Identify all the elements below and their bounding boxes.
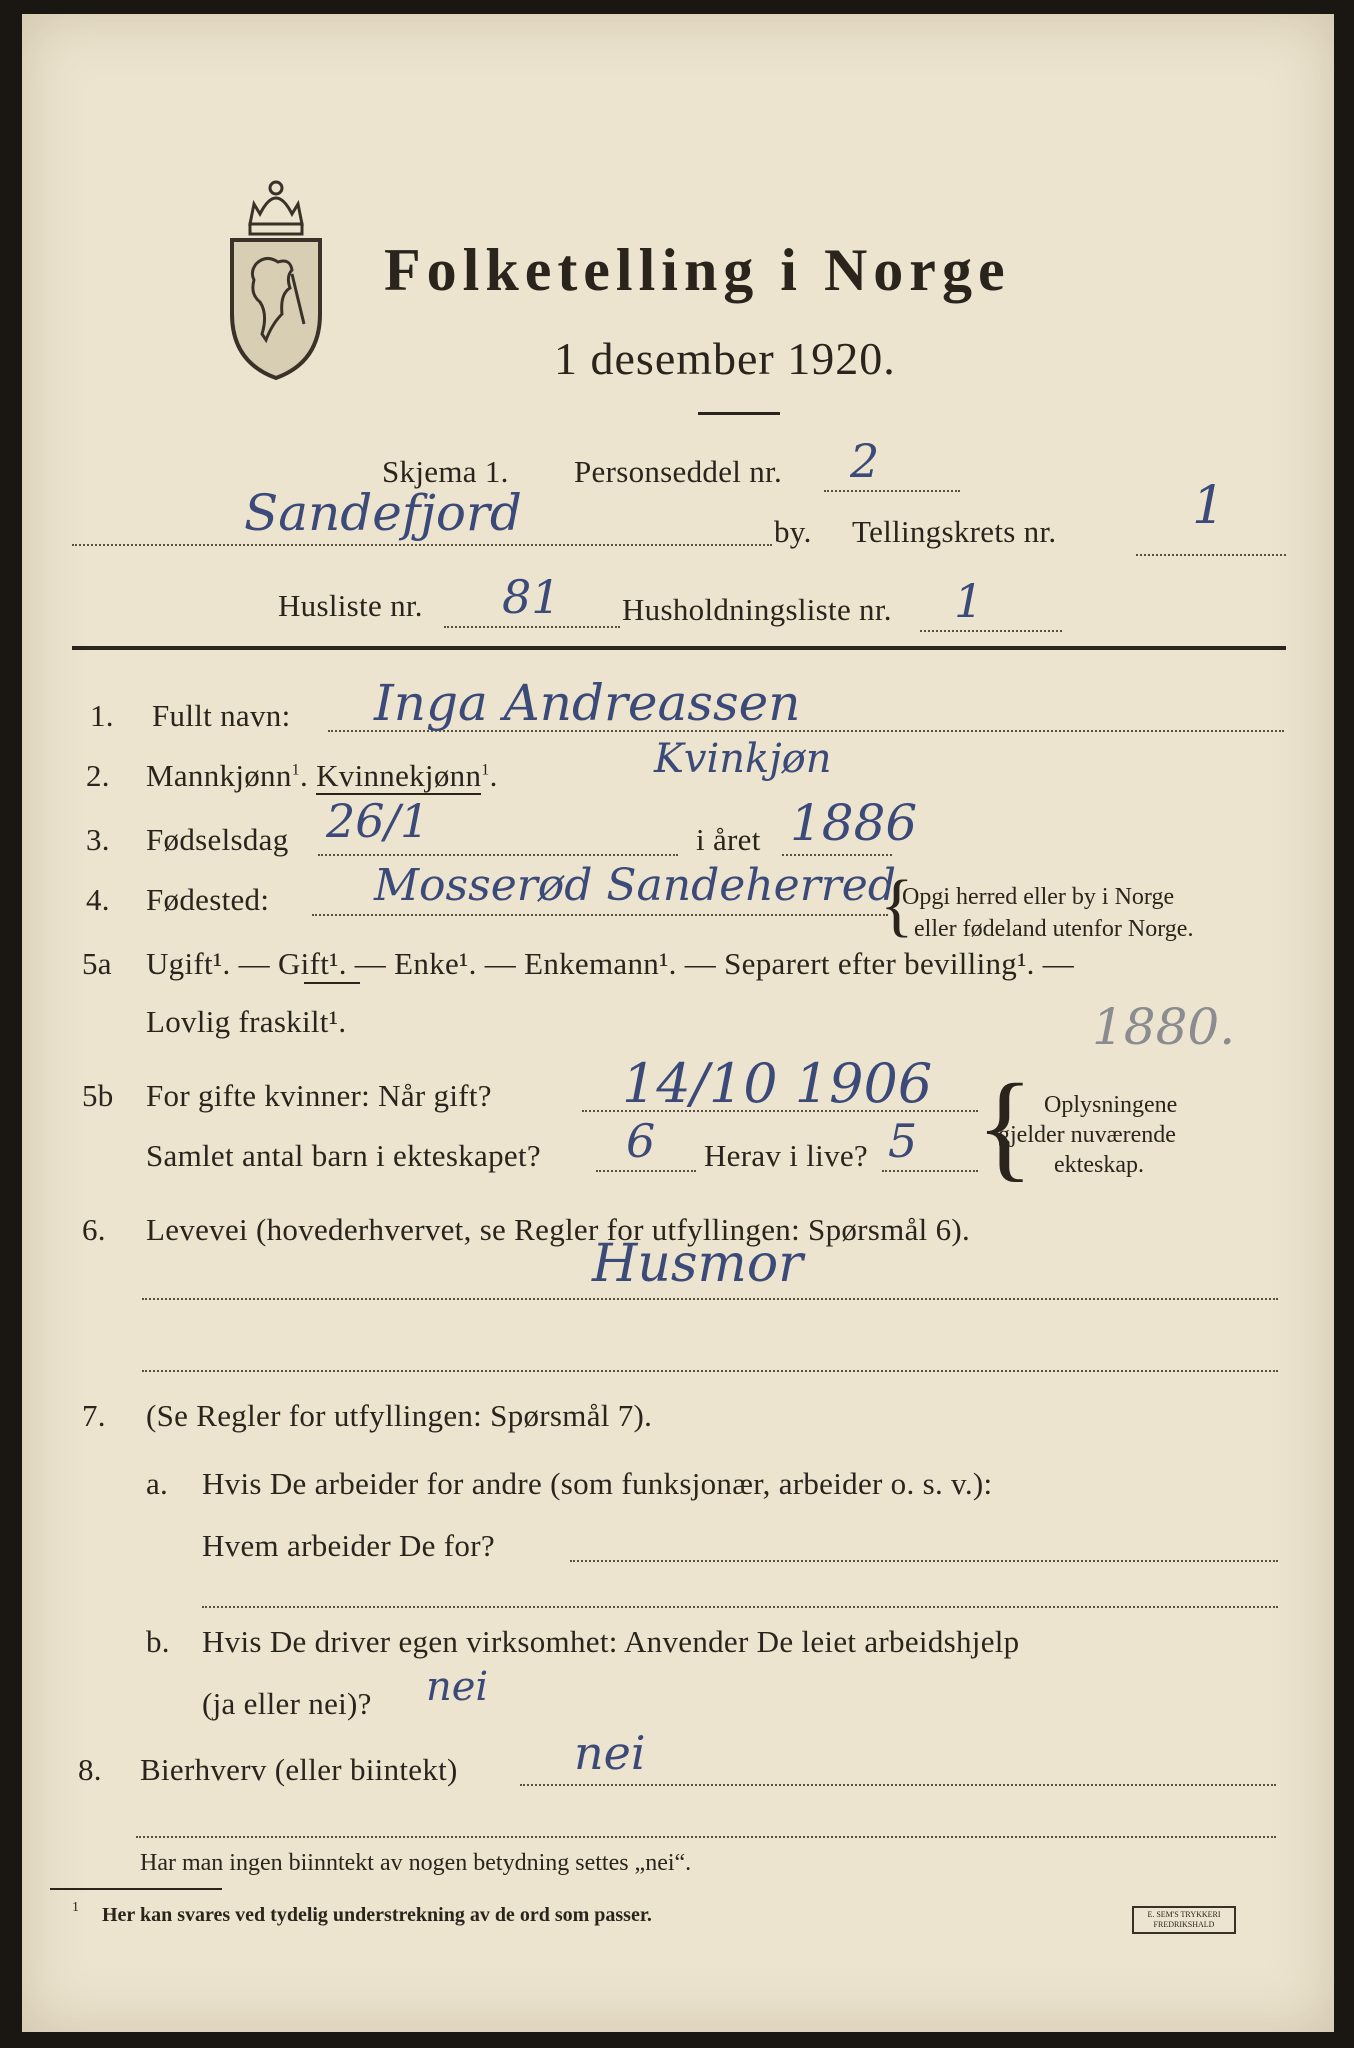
by-value[interactable]: Sandefjord xyxy=(244,484,522,542)
skjema-label: Skjema 1. xyxy=(382,454,509,489)
printer-stamp: E. SEM'S TRYKKERI FREDRIKSHALD xyxy=(1132,1906,1236,1934)
q6-number: 6. xyxy=(82,1212,106,1247)
q5b-note-line3: ekteskap. xyxy=(1054,1152,1144,1178)
q7b-letter: b. xyxy=(146,1624,170,1659)
footnote-rule xyxy=(50,1888,222,1890)
q4-value[interactable]: Mosserød Sandeherred xyxy=(374,860,896,911)
by-label: by. xyxy=(774,514,812,549)
q5b-note-line2: gjelder nuværende xyxy=(998,1122,1176,1148)
q7a-answer-line1 xyxy=(570,1560,1278,1562)
gift-underline xyxy=(304,982,360,984)
q1-value[interactable]: Inga Andreassen xyxy=(374,674,801,732)
title-divider xyxy=(698,412,780,415)
q3-label: Fødselsdag xyxy=(146,822,289,857)
q5b-barn-value[interactable]: 6 xyxy=(626,1114,656,1168)
tellingskrets-label: Tellingskrets nr. xyxy=(852,514,1057,549)
husliste-line xyxy=(444,626,620,628)
q5b-live-line xyxy=(882,1170,978,1172)
q5b-gift-value[interactable]: 14/10 1906 xyxy=(622,1052,933,1115)
husholdningsliste-line xyxy=(920,630,1062,632)
q2-label: Mannkjønn$^1$. Kvinnekjønn$^1$. xyxy=(146,758,498,793)
q4-number: 4. xyxy=(86,882,110,917)
q5b-live-value[interactable]: 5 xyxy=(888,1114,918,1168)
q3-day-value[interactable]: 26/1 xyxy=(326,794,430,848)
q5b-label-live: Herav i live? xyxy=(704,1138,868,1173)
q6-label: Levevei (hovederhvervet, se Regler for utfyllingen: Spørsmål 6). xyxy=(146,1212,971,1247)
q7a-letter: a. xyxy=(146,1466,169,1501)
q5b-note-line1: Oplysningene xyxy=(1044,1092,1178,1118)
q3-number: 3. xyxy=(86,822,110,857)
tellingskrets-value[interactable]: 1 xyxy=(1192,476,1226,536)
personseddel-label: Personseddel nr. xyxy=(574,454,782,489)
by-line xyxy=(72,544,772,546)
coat-of-arms-icon xyxy=(220,174,332,384)
q7a-answer-line2 xyxy=(202,1606,1278,1608)
footnote-text: Her kan svares ved tydelig understrekning av de ord som passer. xyxy=(102,1904,652,1926)
q6-line1 xyxy=(142,1298,1278,1300)
q6-value[interactable]: Husmor xyxy=(592,1234,803,1294)
header-rule xyxy=(72,646,1286,650)
q7b-value[interactable]: nei xyxy=(426,1664,489,1710)
q7b-line2: (ja eller nei)? xyxy=(202,1686,372,1721)
q5b-barn-line xyxy=(596,1170,696,1172)
census-form-page xyxy=(22,14,1334,2032)
q5b-label-gift: For gifte kvinner: Når gift? xyxy=(146,1078,492,1113)
q1-label: Fullt navn: xyxy=(152,698,291,733)
q4-brace: { xyxy=(880,867,914,944)
q2-value[interactable]: Kvinkjøn xyxy=(654,736,832,782)
q3-year-line xyxy=(782,854,892,856)
form-title: Folketelling i Norge xyxy=(384,237,1011,303)
q4-label: Fødested: xyxy=(146,882,270,917)
q8-value[interactable]: nei xyxy=(574,1726,646,1780)
q3-day-line xyxy=(318,854,678,856)
husholdningsliste-value[interactable]: 1 xyxy=(954,574,984,628)
q5a-margin-note: 1880. xyxy=(1092,998,1236,1056)
footer-note: Har man ingen biinntekt av nogen betydning settes „nei“. xyxy=(140,1850,692,1876)
q2-kvinnekjonn[interactable]: Kvinnekjønn xyxy=(316,758,482,793)
husliste-label: Husliste nr. xyxy=(278,588,423,623)
q7-label: (Se Regler for utfyllingen: Spørsmål 7). xyxy=(146,1398,653,1433)
q8-number: 8. xyxy=(78,1752,102,1787)
q4-note-line1: Opgi herred eller by i Norge xyxy=(902,884,1175,910)
q5a-options-line2[interactable]: Lovlig fraskilt¹. xyxy=(146,1004,347,1039)
q5a-options-line1[interactable]: Ugift¹. — Gift¹. — Enke¹. — Enkemann¹. — Separert efter bevilling¹. — xyxy=(146,946,1075,981)
q5b-brace: { xyxy=(976,1059,1034,1192)
q2-number: 2. xyxy=(86,758,110,793)
q1-number: 1. xyxy=(90,698,114,733)
personseddel-line xyxy=(824,490,960,492)
q8-line1 xyxy=(520,1784,1276,1786)
form-date: 1 desember 1920. xyxy=(554,333,896,384)
q8-label: Bierhverv (eller biintekt) xyxy=(140,1752,458,1787)
personseddel-value[interactable]: 2 xyxy=(850,434,880,488)
husliste-value[interactable]: 81 xyxy=(502,570,561,624)
husholdningsliste-label: Husholdningsliste nr. xyxy=(622,592,892,627)
q7a-line2: Hvem arbeider De for? xyxy=(202,1528,495,1563)
q4-line xyxy=(312,914,888,916)
q5b-number: 5b xyxy=(82,1078,114,1113)
tellingskrets-line xyxy=(1136,554,1286,556)
q6-line2 xyxy=(142,1370,1278,1372)
q7-number: 7. xyxy=(82,1398,106,1433)
q7a-line1: Hvis De arbeider for andre (som funksjonær, arbeider o. s. v.): xyxy=(202,1466,993,1501)
q4-note-line2: eller fødeland utenfor Norge. xyxy=(914,916,1194,942)
q2-mannkjonn[interactable]: Mannkjønn xyxy=(146,758,292,793)
q5a-number: 5a xyxy=(82,946,112,981)
q3-year-label: i året xyxy=(696,822,761,857)
q3-year-value[interactable]: 1886 xyxy=(790,794,918,852)
footnote-number: 1 xyxy=(72,1900,79,1915)
q7b-line1: Hvis De driver egen virksomhet: Anvender De leiet arbeidshjelp xyxy=(202,1624,1020,1659)
q8-line2 xyxy=(136,1836,1276,1838)
q5b-label-barn: Samlet antal barn i ekteskapet? xyxy=(146,1138,541,1173)
